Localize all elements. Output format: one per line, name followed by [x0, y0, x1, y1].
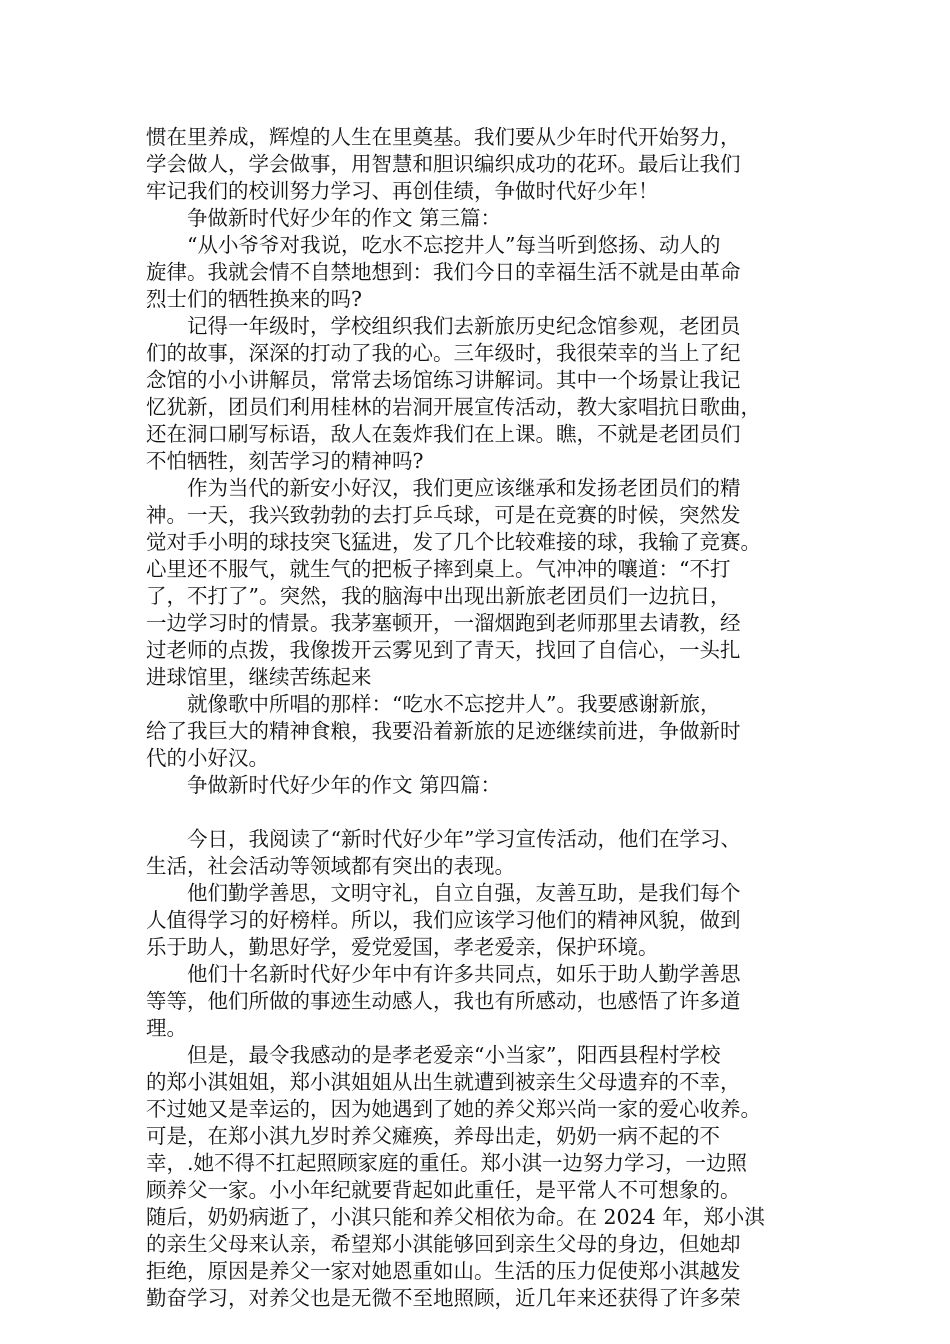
- text-line: 神。一天，我兴致勃勃的去打乒乓球，可是在竞赛的时候，突然发: [146, 503, 741, 527]
- text-line: 的郑小淇姐姐，郑小淇姐姐从出生就遭到被亲生父母遗弃的不幸，: [146, 1070, 741, 1094]
- text-line: 乐于助人，勤思好学，爱党爱国，孝老爱亲，保护环境。: [146, 935, 659, 959]
- text-line: 不过她又是幸运的，因为她遇到了她的养父郑兴尚一家的爱心收养。: [146, 1097, 761, 1121]
- text-line: 还在洞口刷写标语，敌人在轰炸我们在上课。瞧，不就是老团员们: [146, 422, 741, 446]
- text-line: 不怕牺牲，刻苦学习的精神吗?: [146, 449, 424, 473]
- text-line: 顾养父一家。小小年纪就要背起如此重任，是平常人不可想象的。: [146, 1178, 741, 1202]
- text-line: 惯在里养成，辉煌的人生在里奠基。我们要从少年时代开始努力，: [146, 125, 741, 149]
- text-line: 随后，奶奶病逝了，小淇只能和养父相依为命。在 2024 年，郑小淇: [146, 1205, 765, 1229]
- text-line: 拒绝，原因是养父一家对她恩重如山。生活的压力促使郑小淇越发: [146, 1259, 741, 1283]
- text-line: 过老师的点拨，我像拨开云雾见到了青天，找回了自信心，一头扎: [146, 638, 741, 662]
- text-line: 他们勤学善思，文明守礼，自立自强，友善互助，是我们每个: [146, 881, 741, 905]
- text-line: 进球馆里，继续苦练起来: [146, 665, 372, 689]
- text-line: 烈士们的牺牲换来的吗?: [146, 287, 362, 311]
- text-line: 们的故事，深深的打动了我的心。三年级时，我很荣幸的当上了纪: [146, 341, 741, 365]
- text-line: 作为当代的新安小好汉，我们更应该继承和发扬老团员们的精: [146, 476, 741, 500]
- section-heading-3: 争做新时代好少年的作文 第三篇：: [146, 206, 502, 230]
- text-line: 学会做人，学会做事，用智慧和胆识编织成功的花环。最后让我们: [146, 152, 741, 176]
- text-line: 一边学习时的情景。我茅塞顿开，一溜烟跑到老师那里去请教，经: [146, 611, 741, 635]
- text-line: 就像歌中所唱的那样：“吃水不忘挖井人”。我要感谢新旅，: [146, 692, 721, 716]
- text-line: 等等，他们所做的事迹生动感人，我也有所感动，也感悟了许多道: [146, 989, 741, 1013]
- text-line: 念馆的小小讲解员，常常去场馆练习讲解词。其中一个场景让我记: [146, 368, 741, 392]
- blank-line: [146, 799, 826, 826]
- text-line: 的亲生父母来认亲，希望郑小淇能够回到亲生父母的身边，但她却: [146, 1232, 741, 1256]
- text-line: 勤奋学习，对养父也是无微不至地照顾，近几年来还获得了许多荣: [146, 1286, 741, 1310]
- text-line: 幸，.她不得不扛起照顾家庭的重任。郑小淇一边努力学习，一边照: [146, 1151, 748, 1175]
- text-line: 忆犹新，团员们利用桂林的岩洞开展宣传活动，教大家唱抗日歌曲，: [146, 395, 761, 419]
- text-line: 记得一年级时，学校组织我们去新旅历史纪念馆参观，老团员: [146, 314, 741, 338]
- text-line: 旋律。我就会情不自禁地想到：我们今日的幸福生活不就是由革命: [146, 260, 741, 284]
- text-line: 可是，在郑小淇九岁时养父瘫痪，养母出走，奶奶一病不起的不: [146, 1124, 720, 1148]
- text-line: 今日，我阅读了“新时代好少年”学习宣传活动，他们在学习、: [146, 827, 741, 851]
- essay-text: [146, 124, 826, 1312]
- text-line: “从小爷爷对我说，吃水不忘挖井人”每当听到悠扬、动人的: [146, 233, 721, 257]
- section-heading-4: 争做新时代好少年的作文 第四篇：: [146, 773, 502, 797]
- text-line: 理。: [146, 1016, 187, 1040]
- text-line: 生活，社会活动等领域都有突出的表现。: [146, 854, 515, 878]
- text-line: 人值得学习的好榜样。所以，我们应该学习他们的精神风貌，做到: [146, 908, 741, 932]
- text-line: 他们十名新时代好少年中有许多共同点，如乐于助人勤学善思: [146, 962, 741, 986]
- text-line: 心里还不服气，就生气的把板子摔到桌上。气冲冲的嚷道：“不打: [146, 557, 731, 581]
- text-line: 觉对手小明的球技突飞猛进，发了几个比较难接的球，我输了竞赛。: [146, 530, 761, 554]
- text-line: 牢记我们的校训努力学习、再创佳绩，争做时代好少年！: [146, 179, 659, 203]
- text-line: 给了我巨大的精神食粮，我要沿着新旅的足迹继续前进，争做新时: [146, 719, 741, 743]
- text-line: 但是，最令我感动的是孝老爱亲“小当家”，阳西县程村学校: [146, 1043, 721, 1067]
- text-line: 了，不打了”。突然，我的脑海中出现出新旅老团员们一边抗日，: [146, 584, 731, 608]
- text-line: 代的小好汉。: [146, 746, 269, 770]
